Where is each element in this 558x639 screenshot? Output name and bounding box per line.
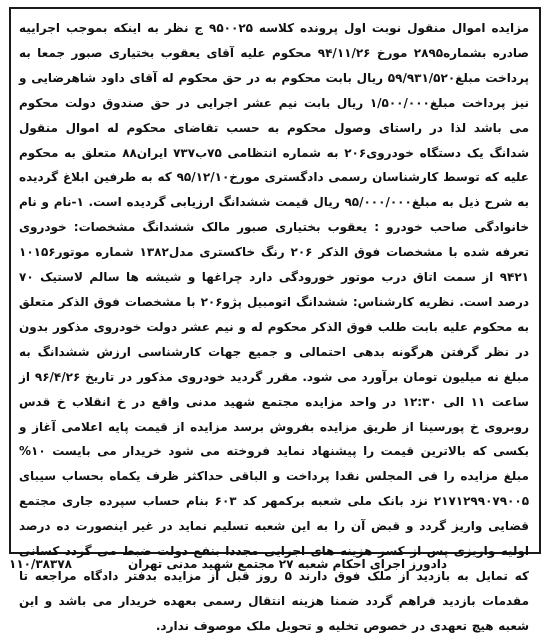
notice-body-text: مزایده اموال منقول نوبت اول پرونده کلاسه ۹۵۰۰۲۵ ج نظر به اینکه بموجب اجراییه صادره بشماره۲۸۹۵ مورخ ۹۴/۱۱/۲۶ محکوم علیه آقای یعقوب بختیاری صبور جمعا به پرداخت مبلغ۵۹/۹۳۱/۵۲۰ ریال بابت محکوم به در حق محکوم له آقای داود شاهرضایی و نیز پرداخت مبلغ۱/۵۰۰/۰۰۰ ریال بابت نیم عشر اجرایی در حق صندوق دولت محکوم می باشد لذا در راستای وصول محکوم به حسب تقاضای محکوم له اموال منقول شدانگ یک دستگاه خودروی۲۰۶ به شماره انتظامی ۷۵ب۷۳۷ ایران۸۸ متعلق به محکوم علیه که توسط کارشناسان رسمی دادگستری مورخ۹۵/۱۲/۱۰ که به طرفین ابلاغ گردیده به شرح ذیل به مبلغ۹۵/۰۰۰/۰۰۰ ریال قیمت ششدانگ ارزیابی گردیده است. ۱-نام و نام خانوادگی صاحب خودرو : یعقوب بختیاری صبور مالک ششدانگ مشخصات: خودروی تعرفه شده با مشخصات فوق الذکر ۲۰۶ رنگ خاکستری مدل۱۳۸۲ شماره موتور۱۰۱۵۶ ۹۴۲۱ از سمت اتاق درب موتور خورودگی دارد چراغها و شیشه ها سالم لاستیک ۷۰ درصد است. نظریه کارشناس: ششدانگ اتومبیل پژو۲۰۶ با مشخصات فوق الذکر متعلق به محکوم علیه بابت طلب فوق الذکر محکوم له و نیم عشر دولت خودروی مذکور بدون در نظر گرفتن هرگونه بدهی احتمالی و جمیع جهات کارشناسی ارزش ششدانگ به مبلغ نه میلیون تومان برآورد می شود. مقرر گردید خودروی مذکور در تاریخ ۹۶/۴/۲۶ از ساعت ۱۱ الی ۱۲:۳۰ در واحد مزایده مجتمع شهید مدنی واقع در خ انقلاب خ قدس روبروی خ پورسینا از طریق مزایده بفروش برسد مزایده از قیمت پایه اعلامی آغاز و بکسی که بالاترین قیمت را پیشنهاد نماید فروخته می شود خریدار می بایست ۱۰% مبلغ مزایده را فی المجلس نقدا پرداخت و الباقی حداکثر ظرف یکماه بحساب سیبای ۲۱۷۱۲۹۹۰۷۹۰۰۵ نزد بانک ملی شعبه برکمهر کد ۶۰۳ بنام حساب سپرده جاری مجتمع قضایی واریز گردد و قبض آن را به این شعبه تسلیم نماید در غیر اینصورت ده درصد اولیه واریزی پس از کسر هزینه های اجرایی مجددا بنفع دولت ضبط می گردد کسانی که تمایل به بازدید از ملک فوق دارند ۵ روز قبل از مزایده بدفتر دادگاه مراجعه تا مقدمات بازدید فراهم گردد ضمنا هزینه انتقال رسمی بعهده خریدار می باشد و این شعبه هیچ تعهدی در خصوص تخلیه و تحویل ملک موصوف ندارد. xyxy=(19,21,530,633)
notice-footer xyxy=(9,553,541,575)
reference-number: ۱۱۰/۳۸۳۷۸ xyxy=(9,557,72,571)
issuer-signature: دادورز اجرای احکام شعبه ۲۷ مجتمع شهید مدنی تهران xyxy=(128,557,447,571)
